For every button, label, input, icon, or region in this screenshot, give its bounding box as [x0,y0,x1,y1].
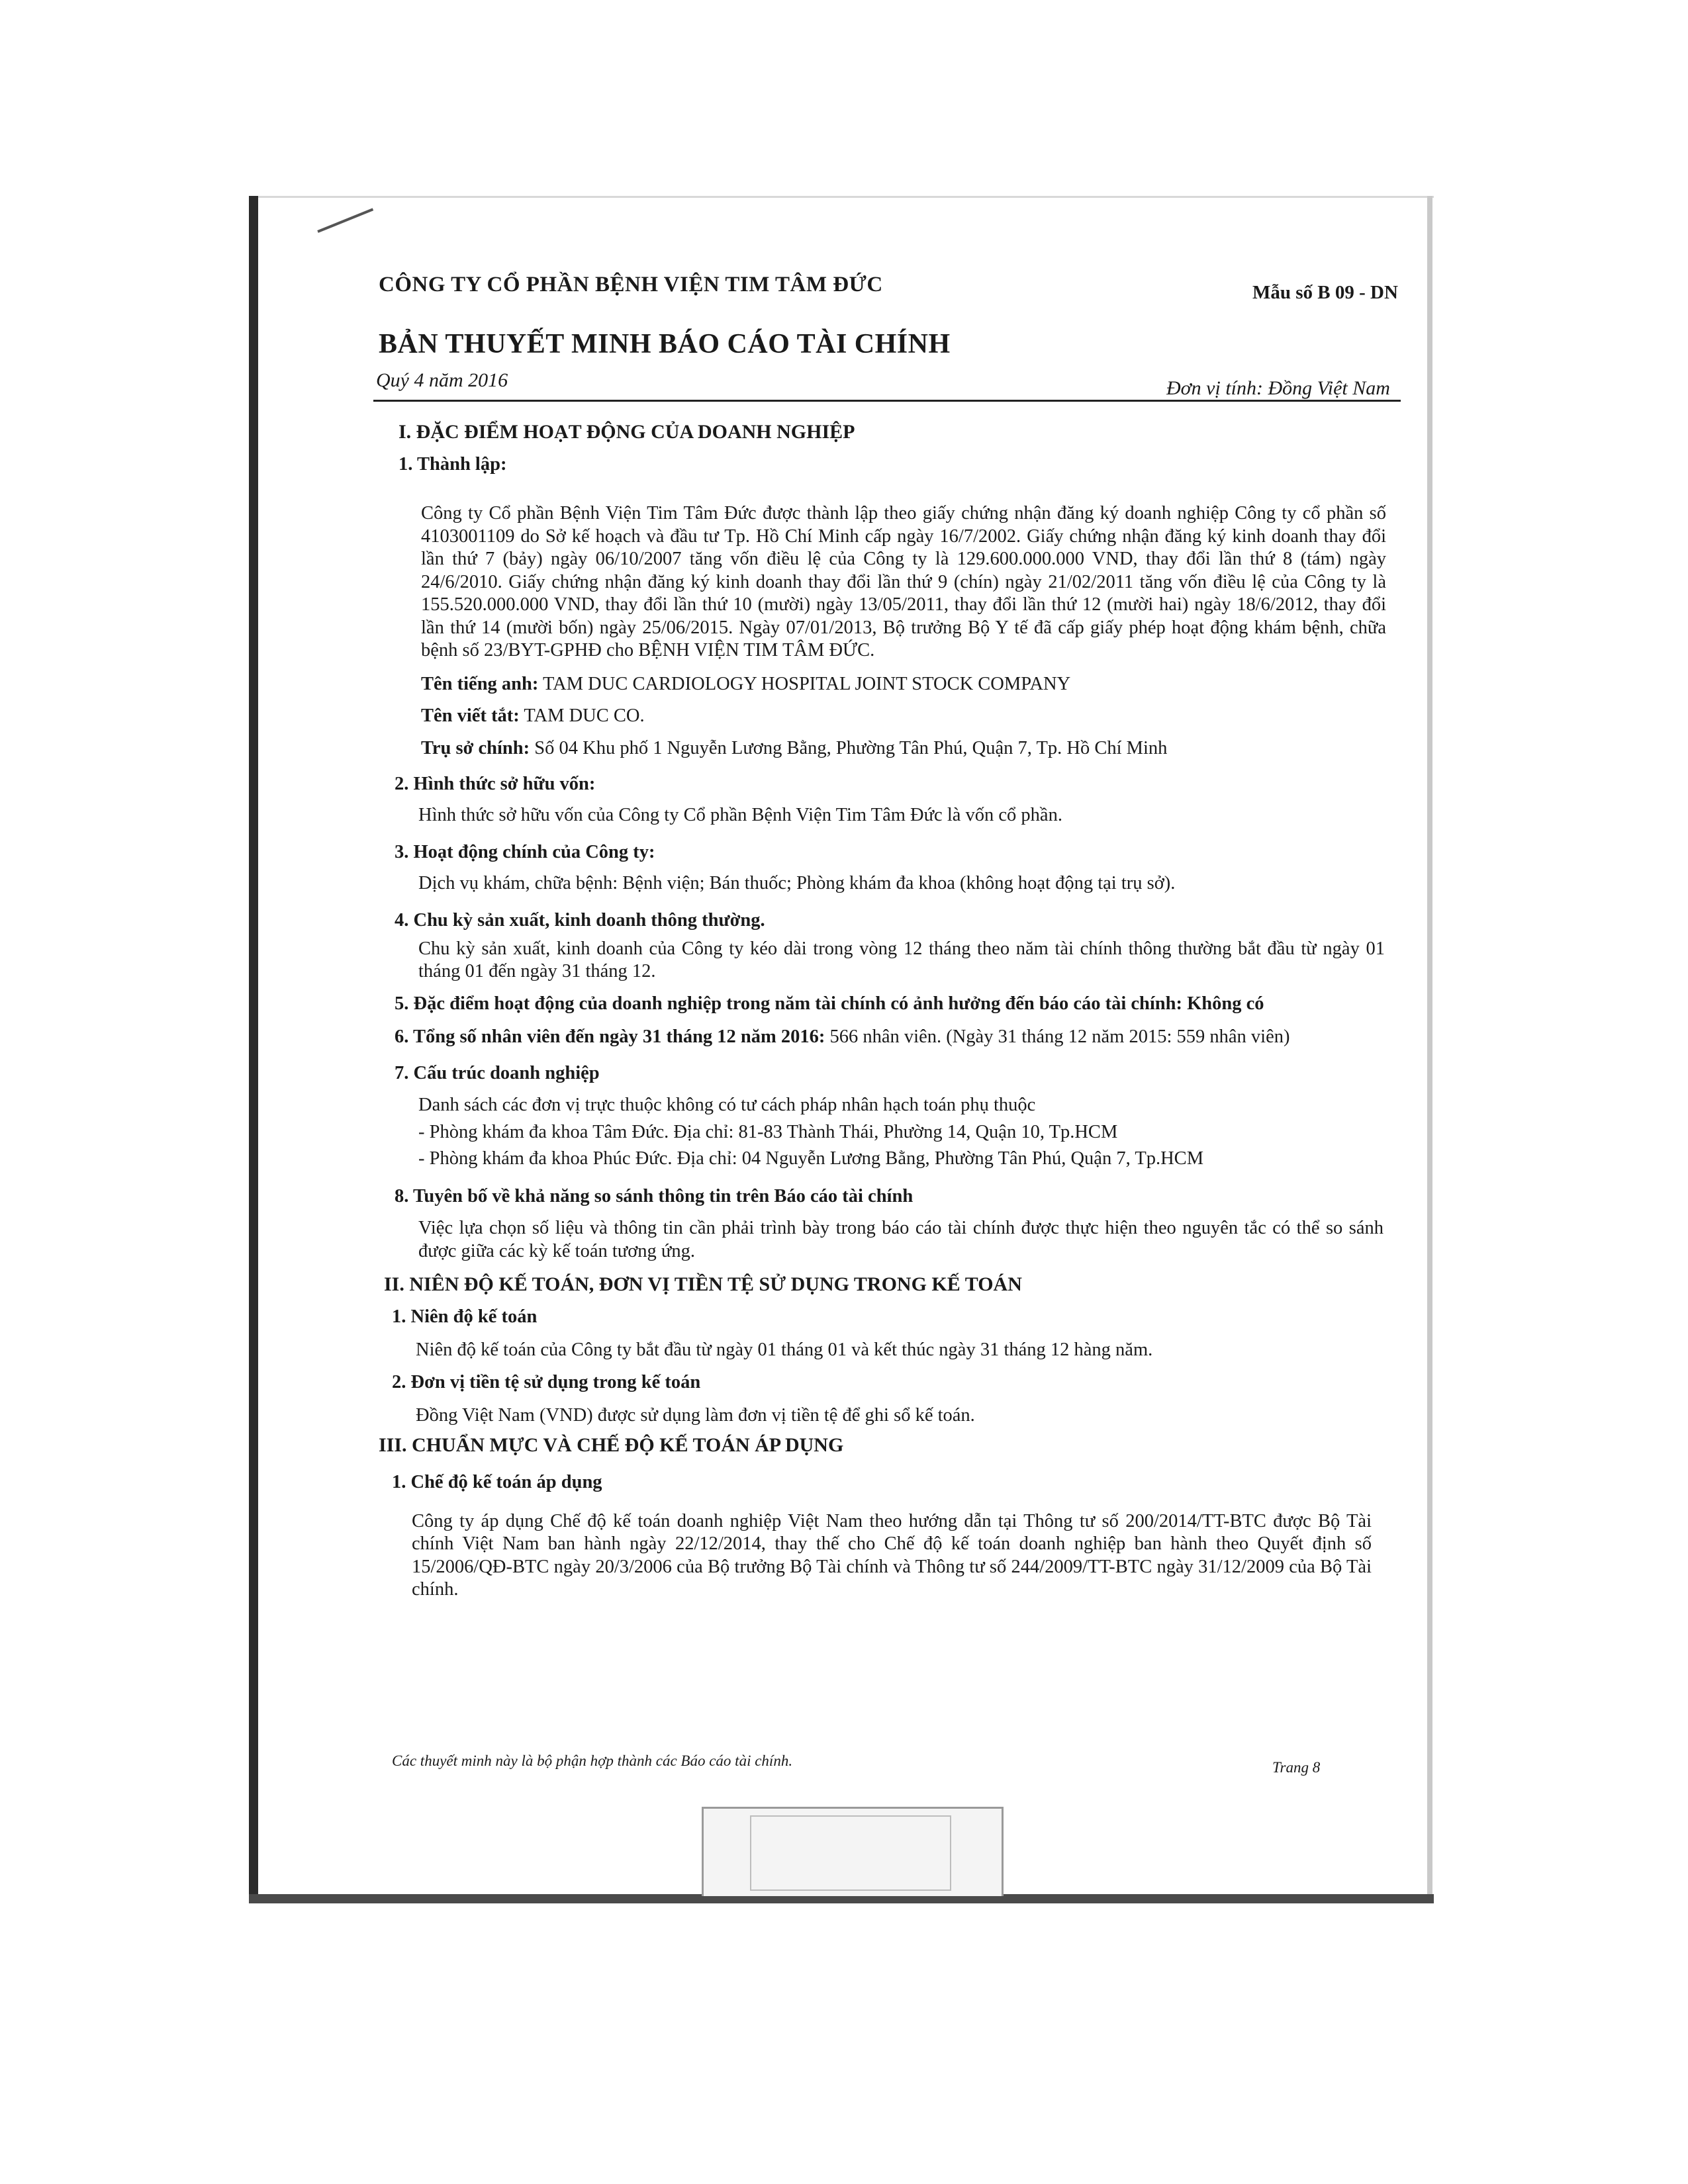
header-rule [373,400,1401,402]
item-1-4-title: 4. Chu kỳ sản xuất, kinh doanh thông thường. [395,910,765,931]
currency-unit: Đơn vị tính: Đồng Việt Nam [1166,377,1390,399]
form-number: Mẫu số B 09 - DN [1252,282,1398,303]
english-name-line [421,673,1398,696]
item-1-6-text: 566 nhân viên. (Ngày 31 tháng 12 năm 2015: 559 nhân viên) [825,1026,1290,1047]
item-2-1-text: Niên độ kế toán của Công ty bắt đầu từ ngày 01 tháng 01 và kết thúc ngày 31 tháng 12 hàng năm. [416,1340,1153,1360]
scan-edge-left [249,196,258,1903]
short-name-line [421,705,1398,728]
item-3-1-title: 1. Chế độ kế toán áp dụng [392,1472,602,1492]
item-1-3-title: 3. Hoạt động chính của Công ty: [395,842,655,862]
headquarters-line [421,737,1398,760]
item-1-1-title: 1. Thành lập: [399,453,507,475]
section-1-heading: I. ĐẶC ĐIỂM HOẠT ĐỘNG CỦA DOANH NGHIỆP [399,421,855,443]
section-2-heading: II. NIÊN ĐỘ KẾ TOÁN, ĐƠN VỊ TIỀN TỆ SỬ DỤNG TRONG KẾ TOÁN [384,1273,1022,1295]
item-1-2-text: Hình thức sở hữu vốn của Công ty Cổ phần Bệnh Viện Tim Tâm Đức là vốn cổ phần. [418,804,1062,825]
english-name-label: Tên tiếng anh: [421,673,539,694]
document-body [379,421,1398,1602]
underlying-sheet-frame [750,1815,951,1891]
scan-edge-right [1427,196,1432,1903]
headquarters-value: Số 04 Khu phố 1 Nguyễn Lương Bằng, Phường Tân Phú, Quận 7, Tp. Hồ Chí Minh [530,737,1168,758]
section-3-heading: III. CHUẨN MỰC VÀ CHẾ ĐỘ KẾ TOÁN ÁP DỤNG [379,1433,844,1456]
item-1-8-text: Việc lựa chọn số liệu và thông tin cần phải trình bày trong báo cáo tài chính được thực hiện theo nguyên tắc có thể so sánh được giữa các kỳ kế toán tương ứng. [418,1218,1383,1261]
item-1-6-line [395,1026,1398,1049]
underlying-sheet [702,1807,1004,1896]
pen-mark [317,208,373,232]
item-2-2-text: Đồng Việt Nam (VND) được sử dụng làm đơn vị tiền tệ để ghi sổ kế toán. [416,1405,975,1426]
short-name-label: Tên viết tắt: [421,705,520,726]
item-1-5-title: 5. Đặc điểm hoạt động của doanh nghiệp trong năm tài chính có ảnh hưởng đến báo cáo tài chính: Không có [395,993,1264,1014]
report-title: BẢN THUYẾT MINH BÁO CÁO TÀI CHÍNH [379,329,951,359]
item-2-1-title: 1. Niên độ kế toán [392,1306,538,1327]
scan-edge-top [249,196,1434,198]
item-3-1-text: Công ty áp dụng Chế độ kế toán doanh nghiệp Việt Nam theo hướng dẫn tại Thông tư số 200/2014/TT-BTC được Bộ Tài chính Việt Nam ban hành ngày 22/12/2014, thay thế cho Chế độ kế toán doanh nghiệp ban hành theo Quyết định số 15/2006/QĐ-BTC ngày 20/3/2006 của Bộ trưởng Bộ Tài chính và Thông tư số 244/2009/TT-BTC ngày 31/12/2009 của Bộ Tài chính. [412,1510,1372,1600]
footer-note: Các thuyết minh này là bộ phận hợp thành các Báo cáo tài chính. [392,1752,793,1769]
english-name-value: TAM DUC CARDIOLOGY HOSPITAL JOINT STOCK COMPANY [538,673,1071,694]
item-1-6-title: 6. Tổng số nhân viên đến ngày 31 tháng 12 năm 2016: [395,1026,825,1047]
item-1-7-intro: Danh sách các đơn vị trực thuộc không có tư cách pháp nhân hạch toán phụ thuộc [418,1095,1036,1115]
company-name: CÔNG TY CỔ PHẦN BỆNH VIỆN TIM TÂM ĐỨC [379,273,883,296]
headquarters-label: Trụ sở chính: [421,737,530,758]
page-number: Trang 8 [1272,1759,1321,1776]
item-1-7-title: 7. Cấu trúc doanh nghiệp [395,1062,600,1083]
item-1-2-title: 2. Hình thức sở hữu vốn: [395,774,596,794]
branch-2: - Phòng khám đa khoa Phúc Đức. Địa chỉ: 04 Nguyễn Lương Bằng, Phường Tân Phú, Quận 7, Tp.HCM [418,1148,1204,1169]
item-1-4-text: Chu kỳ sản xuất, kinh doanh của Công ty kéo dài trong vòng 12 tháng theo năm tài chính thông thường bắt đầu từ ngày 01 tháng 01 đến ngày 31 tháng 12. [418,938,1385,981]
item-2-2-title: 2. Đơn vị tiền tệ sử dụng trong kế toán [392,1371,701,1392]
branch-1: - Phòng khám đa khoa Tâm Đức. Địa chỉ: 81-83 Thành Thái, Phường 14, Quận 10, Tp.HCM [418,1121,1118,1142]
short-name-value: TAM DUC CO. [519,705,645,726]
report-period: Quý 4 năm 2016 [376,369,508,391]
item-1-8-title: 8. Tuyên bố về khả năng so sánh thông tin trên Báo cáo tài chính [395,1185,914,1206]
item-1-3-text: Dịch vụ khám, chữa bệnh: Bệnh viện; Bán thuốc; Phòng khám đa khoa (không hoạt động tại trụ sở). [418,872,1176,893]
item-1-1-text: Công ty Cổ phần Bệnh Viện Tim Tâm Đức được thành lập theo giấy chứng nhận đăng ký doanh nghiệp Công ty cổ phần số 4103001109 do Sở kế hoạch và đầu tư Tp. Hồ Chí Minh cấp ngày 16/7/2002. Giấy chứng nhận đăng ký kinh doanh thay đổi lần thứ 7 (bảy) ngày 06/10/2007 tăng vốn điều lệ của Công ty là 129.600.000.000 VND, thay đổi lần thứ 8 (tám) ngày 24/6/2010. Giấy chứng nhận đăng ký kinh doanh thay đổi lần thứ 9 (chín) ngày 21/02/2011 tăng vốn điều lệ của Công ty là 155.520.000.000 VND, thay đổi lần thứ 10 (mười) ngày 13/05/2011, thay đổi lần thứ 12 (mười hai) ngày 18/6/2012, thay đổi lần thứ 14 (mười bốn) ngày 25/06/2015. Ngày 07/01/2013, Bộ trưởng Bộ Y tế đã cấp giấy phép hoạt động khám bệnh, chữa bệnh số 23/BYT-GPHĐ cho BỆNH VIỆN TIM TÂM ĐỨC. [421,503,1386,660]
